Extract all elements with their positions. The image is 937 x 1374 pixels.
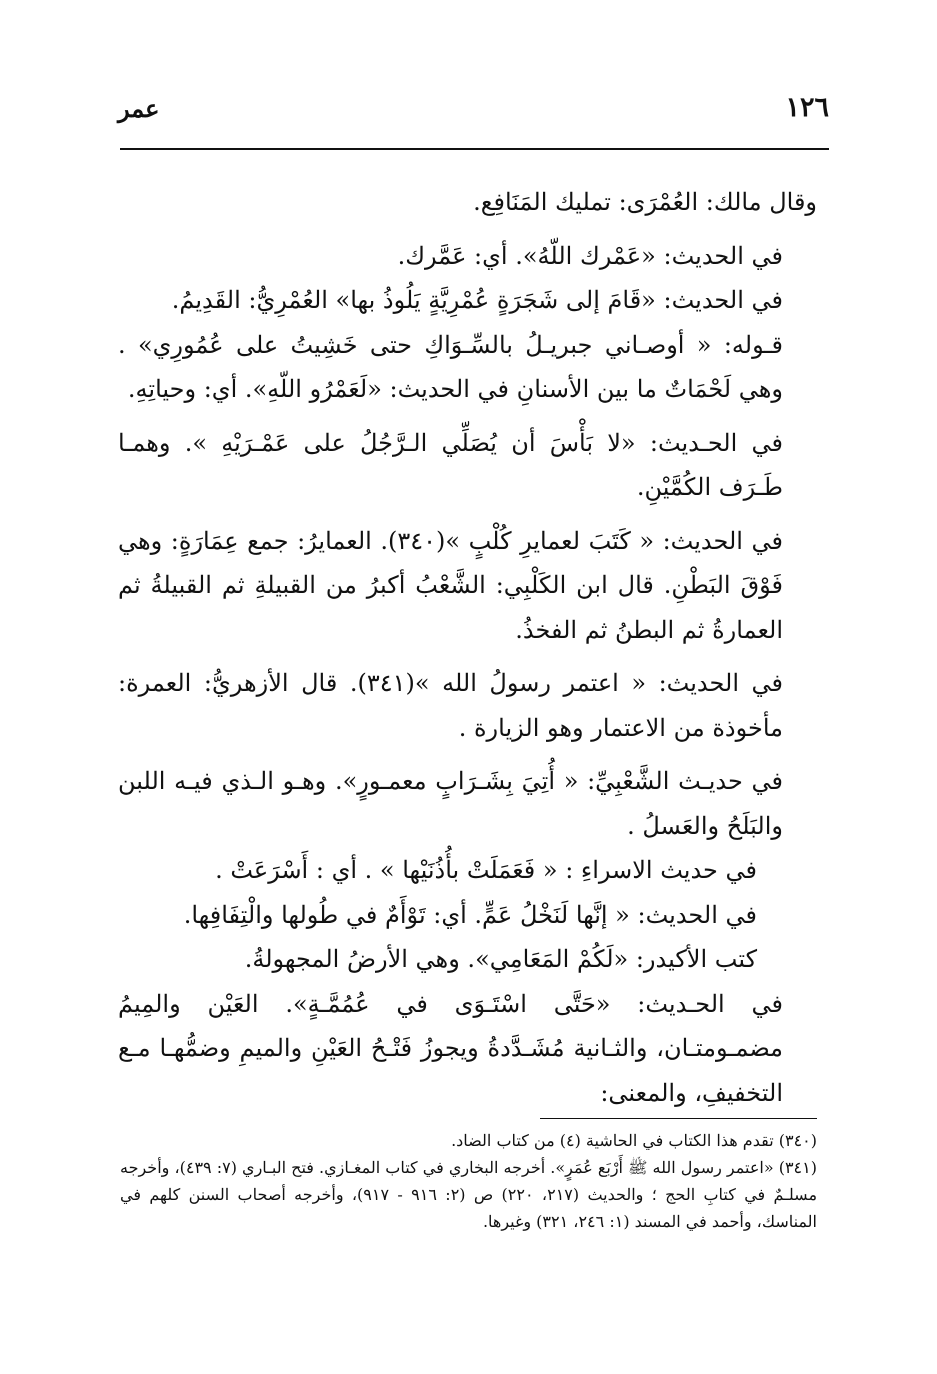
footnotes [120,1127,817,1235]
footnote: (٣٤٠) تقدم هذا الكتاب في الحاشية (٤) من كتاب الضاد. [451,1131,817,1150]
page-number: ١٢٦ [785,92,829,123]
paragraph: في الحديث: « كَتَبَ لعمايرِ كُلْبٍ »(٣٤٠). العمايرُ: جمع عِمَارَةٍ: وهي فَوْقَ البَطْنِ. قال ابن الكَلْبِي: الشَّعْبُ أكبرُ من القبيلةِ ثم القبيلةُ ثم العمارةُ ثم البطنُ ثم الفخذُ. [118,526,783,644]
paragraph: في الحـديث: «حَتَّى اسْتَـوَى في عُمُمَّـةٍ». العَيْن والمِيمُ مضمـومتـان، والثـانية مُشَـدَّدةُ ويجوزُ فَتْـحُ العَيْنِ والميمِ وضمُّهـا مـع التخفيفِ، والمعنى: [118,989,783,1107]
body-text [118,180,817,1115]
paragraph: في حديـث الشَّعْبِيِّ: « أُتِيَ بِشَـرَابٍ معمـورٍ». وهـو الـذي فيـه اللبن والبَلَحُ والعَسلُ . [118,767,783,840]
paragraph: قـوله: « أوصـاني جبريـلُ بالسِّـوَاكِ حتى خَشِيتُ على عُمُورِي» . وهي لَحْمَاتٌ ما بين الأسنانِ في الحديث: «لَعَمْرُو اللّهِ». أي: وحياتِهِ. [118,330,783,403]
paragraph: في الحـديث: «لا بَأْسَ أن يُصَلِّي الـرَّجُلُ على عَمْـرَيْهِ ». وهمـا طَـرَف الكُمَّيْنِ. [118,428,783,501]
paragraph: في الحديث: «عَمْرك اللّهُ». أي: عَمَّرك. [397,241,783,270]
footnote: (٣٤١) «اعتمر رسول الله ﷺ أَرْبَع عُمَرٍ». أخرجه البخاري في كتاب المغـازي. فتح البـاري (٧: ٤٣٩)، وأخرجه مسلـمٌ في كتابِ الحج ؛ والحديث (٢١٧، ٢٢٠) ص (٢: ٩١٦ - ٩١٧)، وأخرجه أصحاب السنن كلهم في المناسك، وأحمد في المسند (١: ٢٤٦، ٣٢١) وغيرها. [120,1158,818,1231]
paragraph: وقال مالك: العُمْرَى: تمليك المَنَافِع. [473,188,817,216]
header-rule [120,148,829,150]
paragraph: كتب الأكيدر: «لَكُمْ المَعَامِي». وهي الأرضُ المجهولةُ. [244,945,757,973]
paragraph: في حديث الاسراءِ : « فَعَمَلَتْ بأُذُنَيْها » . أي : أَسْرَعَتْ . [215,856,757,884]
paragraph: في الحديث: « إنَّها لَنَخْلُ عَمٍّ. أي: تَوْأَمٌ في طُولها والْتِفَافِها. [183,900,757,929]
running-head: عمر [118,94,160,123]
paragraph: في الحديث: « اعتمر رسولُ الله »(٣٤١). قال الأزهريُّ: العمرة: مأخوذة من الاعتمار وهو الزيارة . [118,669,783,742]
footnote-rule [540,1118,817,1119]
paragraph: في الحديث: «قَامَ إلى شَجَرَةٍ عُمْرِيَّةٍ يَلُوذُ بها» العُمْرِيُّ: القَدِيمُ. [171,286,783,314]
